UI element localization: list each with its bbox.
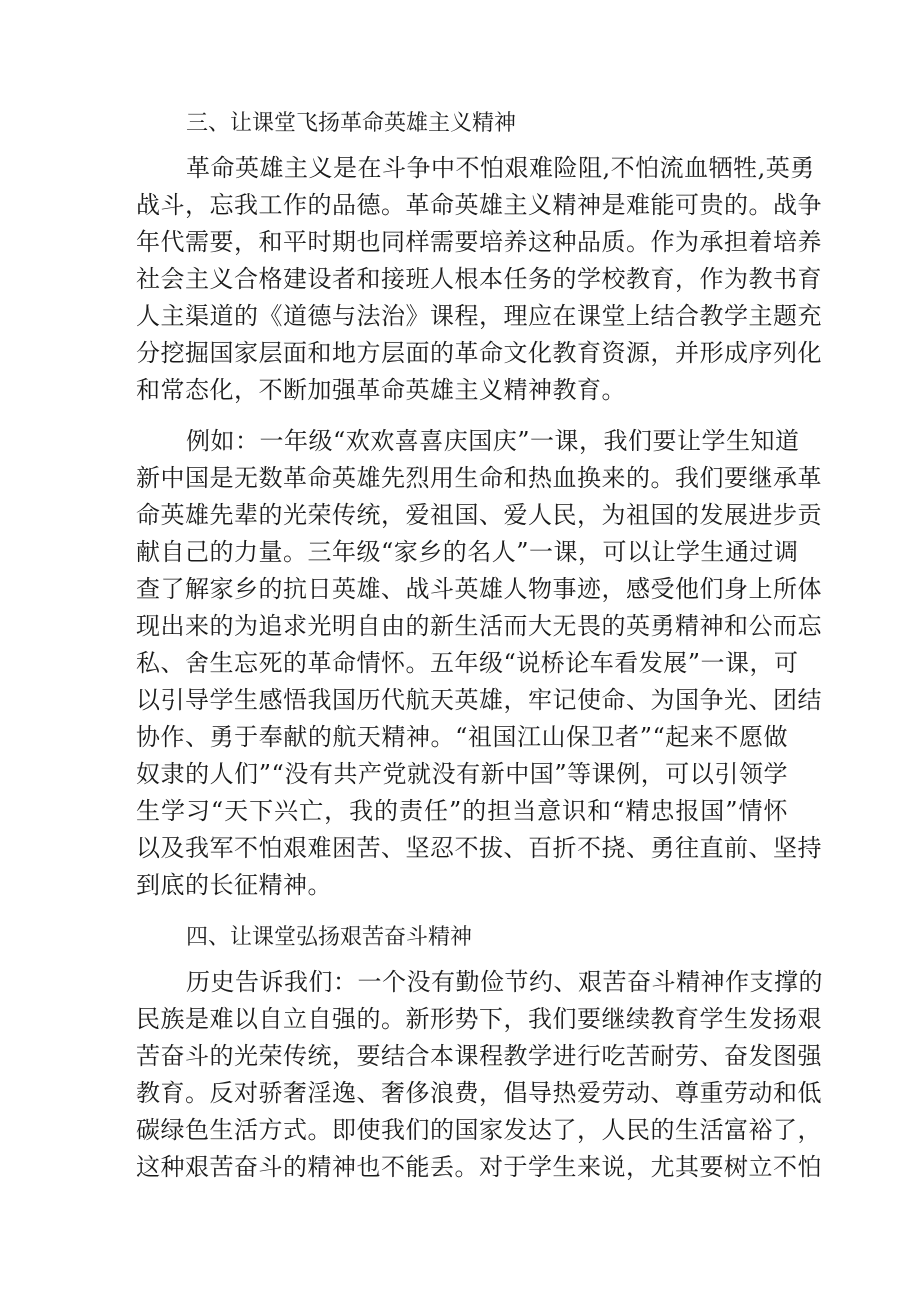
- text-line: 这种艰苦奋斗的精神也不能丢。对于学生来说，尤其要树立不怕: [136, 1153, 822, 1181]
- text-line: 私、舍生忘死的革命情怀。五年级“说桥论车看发展”一课，可: [136, 649, 799, 677]
- document-page: [136, 104, 823, 1200]
- paragraph-heroism-examples: [136, 423, 822, 904]
- text-line: 人主渠道的《道德与法治》课程，理应在课堂上结合教学主题充: [136, 302, 822, 330]
- text-line: 现出来的为追求光明自由的新生活而大无畏的英勇精神和公而忘: [136, 612, 822, 640]
- text-line: 协作、勇于奉献的航天精神。“祖国江山保卫者”“起来不愿做: [136, 723, 788, 751]
- text-line: 以引导学生感悟我国历代航天英雄，牢记使命、为国争光、团结: [136, 686, 822, 714]
- text-line: 碳绿色生活方式。即使我们的国家发达了，人民的生活富裕了，: [136, 1116, 822, 1144]
- text-line: 奴隶的人们”“没有共产党就没有新中国”等课例，可以引领学: [136, 760, 788, 788]
- text-line: 分挖掘国家层面和地方层面的革命文化教育资源，并形成序列化: [136, 339, 822, 367]
- text-line: 例如：一年级“欢欢喜喜庆国庆”一课，我们要让学生知道: [186, 427, 800, 455]
- paragraph-hard-work: [136, 964, 823, 1186]
- text-line: 教育。反对骄奢淫逸、奢侈浪费，倡导热爱劳动、尊重劳动和低: [136, 1079, 822, 1107]
- paragraph-heroism-intro: [136, 150, 822, 409]
- text-line: 革命英雄主义是在斗争中不怕艰难险阻,不怕流血牺牲,英勇: [186, 154, 815, 182]
- text-line: 历史告诉我们：一个没有勤俭节约、艰苦奋斗精神作支撑的: [186, 968, 823, 996]
- text-line: 民族是难以自立自强的。新形势下，我们要继续教育学生发扬艰: [136, 1005, 822, 1033]
- text-line: 生学习“天下兴亡，我的责任”的担当意识和“精忠报国”情怀: [136, 797, 788, 825]
- text-line: 查了解家乡的抗日英雄、战斗英雄人物事迹，感受他们身上所体: [136, 575, 822, 603]
- section-heading-4: 四、让课堂弘扬艰苦奋斗精神: [186, 925, 473, 950]
- text-line: 到底的长征精神。: [136, 871, 332, 899]
- text-line: 命英雄先辈的光荣传统，爱祖国、爱人民，为祖国的发展进步贡: [136, 501, 822, 529]
- text-line: 新中国是无数革命英雄先烈用生命和热血换来的。我们要继承革: [136, 464, 822, 492]
- text-line: 和常态化，不断加强革命英雄主义精神教育。: [136, 376, 626, 404]
- section-heading-3: 三、让课堂飞扬革命英雄主义精神: [186, 111, 517, 136]
- text-line: 苦奋斗的光荣传统，要结合本课程教学进行吃苦耐劳、奋发图强: [136, 1042, 822, 1070]
- text-line: 献自己的力量。三年级“家乡的名人”一课，可以让学生通过调: [136, 538, 799, 566]
- text-line: 以及我军不怕艰难困苦、坚忍不拔、百折不挠、勇往直前、坚持: [136, 834, 822, 862]
- text-line: 战斗，忘我工作的品德。革命英雄主义精神是难能可贵的。战争: [136, 191, 822, 219]
- text-line: 社会主义合格建设者和接班人根本任务的学校教育，作为教书育: [136, 265, 822, 293]
- text-line: 年代需要，和平时期也同样需要培养这种品质。作为承担着培养: [136, 228, 822, 256]
